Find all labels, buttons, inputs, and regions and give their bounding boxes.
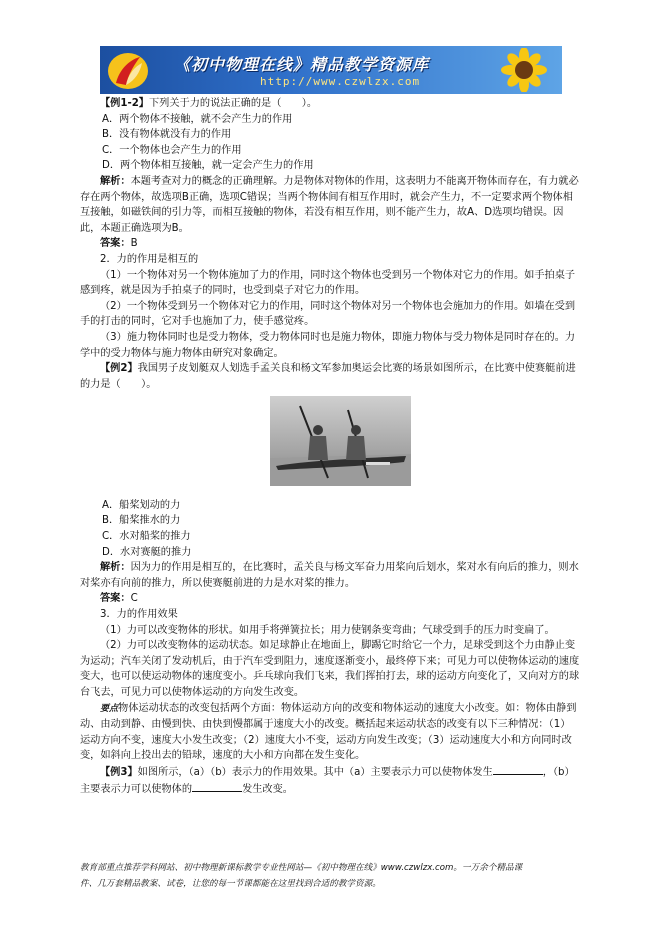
key-point-label: 要点 xyxy=(100,703,119,714)
example2-tag: 【例2】 xyxy=(100,363,138,375)
footer-line-2: 件、几万套精品教案、试卷，让您的每一节课都能在这里找到合适的教学资源。 xyxy=(80,879,381,889)
section3-paragraph-2: （2）力可以改变物体的运动状态。如足球静止在地面上，脚踢它时给它一个力，足球受到这个力由静止变为运动；汽车关闭了发动机后，由于汽车受到阻力，速度逐渐变小，最终停下来；可见力可以使物体运动的速度变大，也可以使运动物体的速度变小。乒乓球向我们飞来，我们挥拍打去，球的运动方向变化了，又向对方的球台飞去，可见力可以使物体运动的方向发生改变。 xyxy=(80,640,580,698)
example1-option-d: D．两个物体相互接触，就一定会产生力的作用 xyxy=(102,160,314,172)
section2-paragraph-3: （3）施力物体同时也是受力物体，受力物体同时也是施力物体，即施力物体与受力物体是同时存在的。力学中的受力物体与施力物体由研究对象确定。 xyxy=(80,331,576,359)
section3-paragraph-3-text: 物体运动状态的改变包括两个方面：物体运动方向的改变和物体运动的速度大小改变。如：物体由静到动、由动到静、由慢到快、由快到慢都属于速度大小的改变。概括起来运动状态的改变有以下三种情况：（1）运动方向不变，速度大小发生改变；（2）速度大小不变，运动方向发生改变；（3）运动速度大小和方向同时改变，如斜向上投出去的铅球，速度的大小和方向都在发生变化。 xyxy=(80,702,577,762)
answer-blank-b[interactable] xyxy=(192,781,242,792)
example3-text-3: 发生改变。 xyxy=(242,783,293,795)
example2-question xyxy=(80,361,580,392)
answer-label: 答案： xyxy=(100,238,131,250)
kayak-photo xyxy=(270,396,411,486)
section2-title: 2．力的作用是相互的 xyxy=(100,253,199,265)
answer-blank-a[interactable] xyxy=(493,764,543,775)
example2-answer-value: C xyxy=(130,593,138,605)
section2-paragraph-2: （2）一个物体受到另一个物体对它力的作用，同时这个物体对另一个物体也会施加力的作用。如墙在受到手的打击的同时，它对手也施加了力，使手感觉疼。 xyxy=(80,300,576,328)
example2-analysis xyxy=(80,560,580,591)
banner-url[interactable]: http://www.czwlzx.com xyxy=(260,75,421,88)
analysis-label: 解析： xyxy=(100,562,131,574)
section3-title: 3．力的作用效果 xyxy=(100,609,178,621)
example2-option-d: D．水对赛艇的推力 xyxy=(102,546,192,558)
section3-paragraph-1: （1）力可以改变物体的形状。如用手将弹簧拉长；用力使钢条变弯曲；气球受到手的压力时变扁了。 xyxy=(100,624,555,636)
section2-paragraph-1: （1）一个物体对另一个物体施加了力的作用，同时这个物体也受到另一个物体对它力的作用。如手拍桌子感到疼，就是因为手拍桌子的同时，也受到桌子对它力的作用。 xyxy=(80,269,576,297)
example1-option-c: C．一个物体也会产生力的作用 xyxy=(102,144,242,156)
example1-analysis-text: 本题考查对力的概念的正确理解。力是物体对物体的作用，这表明力不能离开物体而存在，有力就必存在两个物体，故选项B正确，选项C错误；当两个物体间有相互作用时，就会产生力，不一定要求两个物体相互接触，如磁铁间的引力等，而相互接触的物体，若没有相互作用，则不能产生力，故A、D选项均错误。因此，本题正确选项为B。 xyxy=(80,175,579,234)
page-footer xyxy=(80,860,590,892)
example1-answer xyxy=(80,236,580,252)
document-body xyxy=(80,96,580,797)
example2-option-c: C．水对船桨的推力 xyxy=(102,531,191,543)
footer-line-1: 教育部重点推荐学科网站、初中物理新课标教学专业性网站—《初中物理在线》www.czwlzx.com。一万余个精品课 xyxy=(80,863,523,873)
example2-answer xyxy=(80,591,580,607)
banner-title: 《初中物理在线》精品教学资源库 xyxy=(174,55,430,74)
example1-option-a: A．两个物体不接触，就不会产生力的作用 xyxy=(102,113,293,125)
example1-question-text: 下列关于力的说法正确的是（ ）。 xyxy=(148,98,318,109)
example3-text-1: 如图所示，（a）（b）表示力的作用效果。其中（a）主要表示力可以使物体发生 xyxy=(137,766,493,778)
example2-question-text: 我国男子皮划艇双人划选手孟关良和杨文军参加奥运会比赛的场景如图所示，在比赛中使赛艇前进的力是（ ）。 xyxy=(80,363,576,390)
example1-question xyxy=(80,96,580,112)
example1-analysis xyxy=(80,174,580,236)
example3-text-2: ，（b）主要表示力可以使物体的 xyxy=(80,766,575,795)
analysis-label: 解析： xyxy=(100,175,131,187)
header-banner[interactable] xyxy=(100,46,562,94)
sunflower-icon xyxy=(494,48,554,92)
example2-option-b: B．船桨推水的力 xyxy=(102,515,181,527)
example3-tag: 【例3】 xyxy=(100,766,138,778)
site-logo-icon xyxy=(106,49,150,91)
example1-answer-value: B xyxy=(130,238,138,250)
section3-paragraph-3 xyxy=(80,701,580,764)
answer-label: 答案： xyxy=(100,593,131,605)
example2-option-a: A．船桨划动的力 xyxy=(102,499,181,511)
example1-tag: 【例1-2】 xyxy=(100,98,149,109)
example1-option-b: B．没有物体就没有力的作用 xyxy=(102,129,232,141)
example2-analysis-text: 因为力的作用是相互的，在比赛时，孟关良与杨文军奋力用桨向后划水，桨对水有向后的推力，则水对桨亦有向前的推力，所以使赛艇前进的力是水对桨的推力。 xyxy=(80,562,579,589)
example3-question xyxy=(80,764,580,797)
